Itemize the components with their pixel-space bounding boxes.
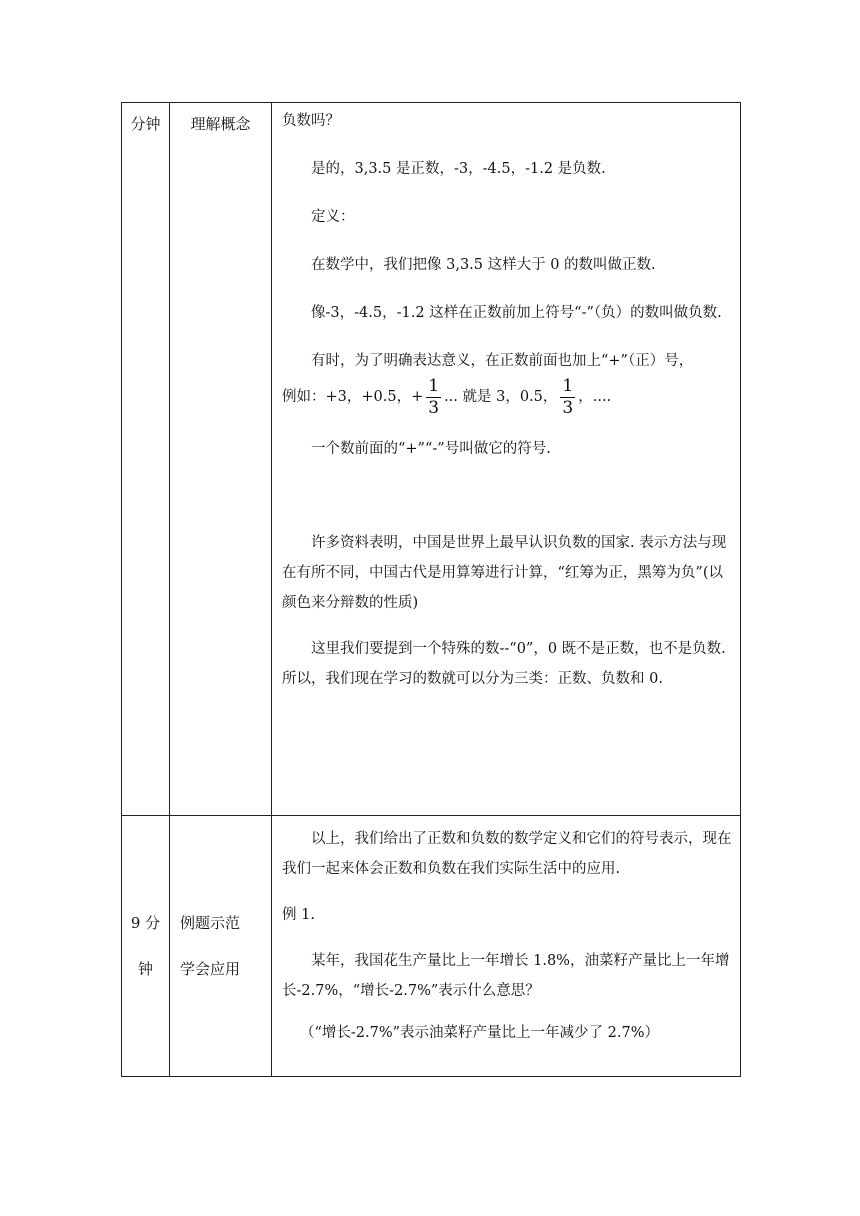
- content-cell: [272, 103, 741, 816]
- time-cell: [122, 816, 170, 1077]
- fraction-numerator: 1: [562, 375, 574, 396]
- fraction: [560, 375, 575, 418]
- fraction-denominator: 3: [562, 397, 574, 418]
- fraction-denominator: 3: [428, 397, 440, 418]
- table-row: [122, 103, 741, 816]
- lesson-table: [121, 102, 741, 1077]
- paragraph: 某年，我国花生产量比上一年增长 1.8%，油菜籽产量比上一年增长-2.7%，“增长-2.7%”表示什么意思？: [282, 953, 730, 999]
- time-label: 分钟: [130, 115, 161, 133]
- example-line: [282, 376, 732, 418]
- table-row: [122, 816, 741, 1077]
- example-text: 例如：+3，+0.5，+: [282, 389, 424, 405]
- content-cell: [272, 816, 741, 1077]
- paragraph: 是的，3,3.5 是正数，-3，-4.5，-1.2 是负数.: [311, 161, 606, 177]
- paragraph: 一个数前面的“+”“-”号叫做它的符号.: [311, 441, 551, 457]
- paragraph: 像-3，-4.5，-1.2 这样在正数前加上符号“-”（负）的数叫做负数.: [311, 305, 722, 321]
- stage-label: 理解概念: [190, 115, 251, 133]
- paragraph: 许多资料表明，中国是世界上最早认识负数的国家. 表示方法与现在有所不同，中国古代是用算筹进行计算，“红筹为正，黑筹为负”(以颜色来分辩数的性质): [282, 535, 727, 611]
- stage-cell: [170, 103, 272, 816]
- time-label: 9 分: [130, 914, 161, 932]
- example-text: ，....: [578, 389, 612, 405]
- paragraph: 这里我们要提到一个特殊的数--“0”，0 既不是正数，也不是负数. 所以，我们现在学习的数就可以分为三类：正数、负数和 0.: [282, 641, 726, 687]
- paragraph: 有时，为了明确表达意义，在正数前面也加上“+”（正）号，: [311, 353, 694, 369]
- time-cell: [122, 103, 170, 816]
- fraction-numerator: 1: [428, 375, 440, 396]
- paragraph: 定义：: [311, 209, 355, 225]
- paragraph: （“增长-2.7%”表示油菜籽产量比上一年减少了 2.7%）: [300, 1025, 660, 1041]
- stage-cell: [170, 816, 272, 1077]
- example-text: ... 就是 3，0.5，: [444, 389, 558, 405]
- stage-label: 学会应用: [180, 960, 241, 978]
- time-label: 钟: [137, 960, 153, 978]
- stage-label: 例题示范: [180, 914, 241, 932]
- fraction: [426, 375, 441, 418]
- paragraph: 在数学中，我们把像 3,3.5 这样大于 0 的数叫做正数.: [311, 257, 656, 273]
- paragraph: 例 1.: [282, 907, 315, 923]
- paragraph: 负数吗？: [282, 113, 340, 129]
- paragraph: 以上，我们给出了正数和负数的数学定义和它们的符号表示，现在我们一起来体会正数和负数在我们实际生活中的应用.: [282, 831, 732, 877]
